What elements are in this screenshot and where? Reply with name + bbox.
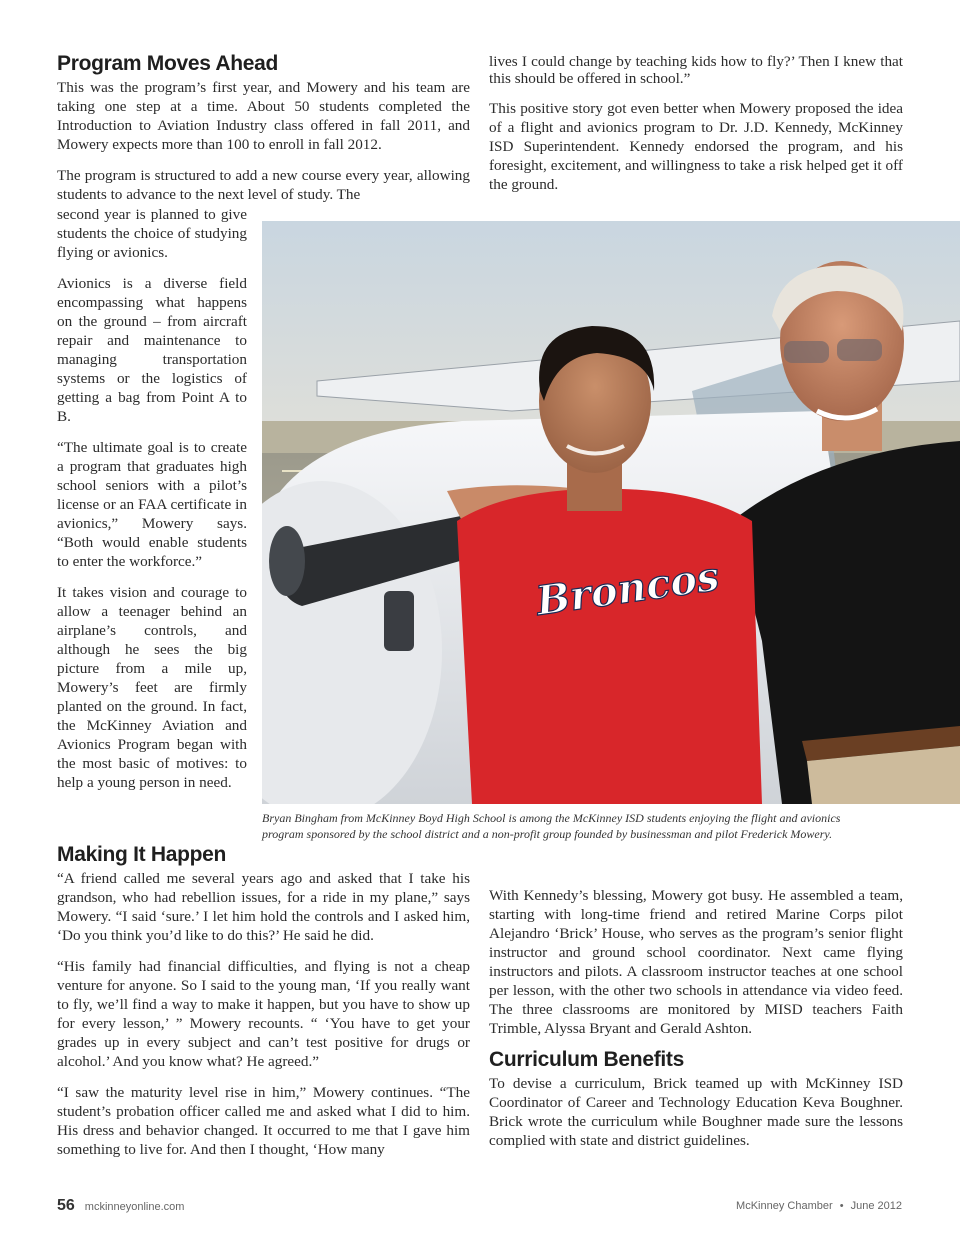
right-column-top	[489, 53, 903, 194]
paragraph: With Kennedy’s blessing, Mowery got busy. He assembled a team, starting with long-time friend and retired Marine Corps pilot Alejandro ‘Brick’ House, who serves as the program’s senior flight instructor and ground school coordinator. Next came flying instructors and pilots. A classroom instructor teaches at one school per lesson, with the other two schools in attendance via video feed. The three classrooms are monitored by MISD teachers Faith Trimble, Alyssa Bryant and Gerald Ashton.	[489, 887, 903, 1037]
heading-curriculum-benefits: Curriculum Benefits	[489, 1048, 684, 1071]
cowl-vent	[384, 591, 414, 651]
paragraph: The program is structured to add a new course every year, allowing students to advance to the next level of study. The	[57, 167, 470, 203]
paragraph: This was the program’s first year, and Mowery and his team are taking one step at a time. About 50 students completed the Introduction to Aviation Industry class offered in fall 2011, and Mowery expects more than 100 to enroll in fall 2012.	[57, 79, 470, 153]
paragraph: “The ultimate goal is to create a program that graduates high school seniors with a pilot’s license or an FAA certificate in avionics,” Mowery says. “Both would enable students to enter the workforce.”	[57, 439, 247, 570]
section-program-moves-ahead	[57, 52, 470, 204]
paragraph: It takes vision and courage to allow a teenager behind an airplane’s controls, and although he sees the big picture from a mile up, Mowery’s feet are firmly planted on the ground. In fact, the McKinney Aviation and Avionics Program began with the most basic of motives: to help a young person in need.	[57, 584, 247, 791]
right-column-bottom	[489, 886, 903, 1150]
footer-left	[57, 1197, 184, 1215]
footer-right	[736, 1200, 902, 1212]
propeller-spinner	[269, 526, 305, 596]
footer-bullet: •	[839, 1200, 844, 1212]
photo-caption: Bryan Bingham from McKinney Boyd High School is among the McKinney ISD students enjoying the flight and avionics program sponsored by the school district and a non-profit group founded by businessman and pilot Frederick Mowery.	[262, 811, 841, 841]
boy-red-shirt	[457, 489, 762, 804]
footer-website: mckinneyonline.com	[84, 1201, 185, 1213]
heading-program-moves-ahead: Program Moves Ahead	[57, 52, 279, 75]
paragraph: “A friend called me several years ago and asked that I take his grandson, who had rebellion issues, for a ride in my plane,” says Mowery. “I said ‘sure.’ I let him hold the controls and I asked him, ‘Do you think you’d like to do this?’ He said he did.	[57, 870, 470, 944]
paragraph: To devise a curriculum, Brick teamed up with McKinney ISD Coordinator of Career and Technology Education Keva Boughner. Brick wrote the curriculum while Boughner made sure the lessons complied with state and district guidelines.	[489, 1075, 903, 1149]
glasses-right-lens	[837, 339, 882, 361]
feature-photo	[262, 221, 960, 804]
shirt-lettering: Broncos	[533, 552, 723, 625]
narrow-column	[57, 205, 247, 792]
paragraph: second year is planned to give students the choice of studying flying or avionics.	[57, 206, 247, 261]
page-number: 56	[57, 1197, 75, 1214]
photo-illustration	[262, 221, 960, 804]
footer-publication: McKinney Chamber	[736, 1200, 833, 1212]
glasses-left-lens	[784, 341, 829, 363]
paragraph: lives I could change by teaching kids how to fly?’ Then I knew that this should be offered in school.”	[489, 53, 903, 87]
footer-date: June 2012	[850, 1200, 902, 1212]
section-making-it-happen	[57, 843, 470, 1159]
paragraph: “His family had financial difficulties, and flying is not a cheap venture for anyone. So I said to the young man, ‘If you really want to fly, we’ll find a way to make it happen, but you have to show up for every lesson,’ ” Mowery recounts. “ ‘You have to get your grades up in every subject and can’t test positive for drugs or alcohol.’ And you know what? He agreed.”	[57, 958, 470, 1070]
heading-making-it-happen: Making It Happen	[57, 843, 227, 866]
paragraph: Avionics is a diverse field encompassing what happens on the ground – from aircraft repair and maintenance to managing transportation systems or the logistics of getting a bag from Point A to B.	[57, 275, 247, 425]
paragraph: This positive story got even better when Mowery proposed the idea of a flight and avionics program to Dr. J.D. Kennedy, McKinney ISD Superintendent. Kennedy endorsed the program, and his foresight, excitement, and willingness to take a risk helped get it off the ground.	[489, 100, 903, 193]
paragraph: “I saw the maturity level rise in him,” Mowery continues. “The student’s probation officer called me and asked what I did to him. His dress and behavior changed. It occurred to me that I gave him something to live for. And then I thought, ‘How many	[57, 1084, 470, 1158]
